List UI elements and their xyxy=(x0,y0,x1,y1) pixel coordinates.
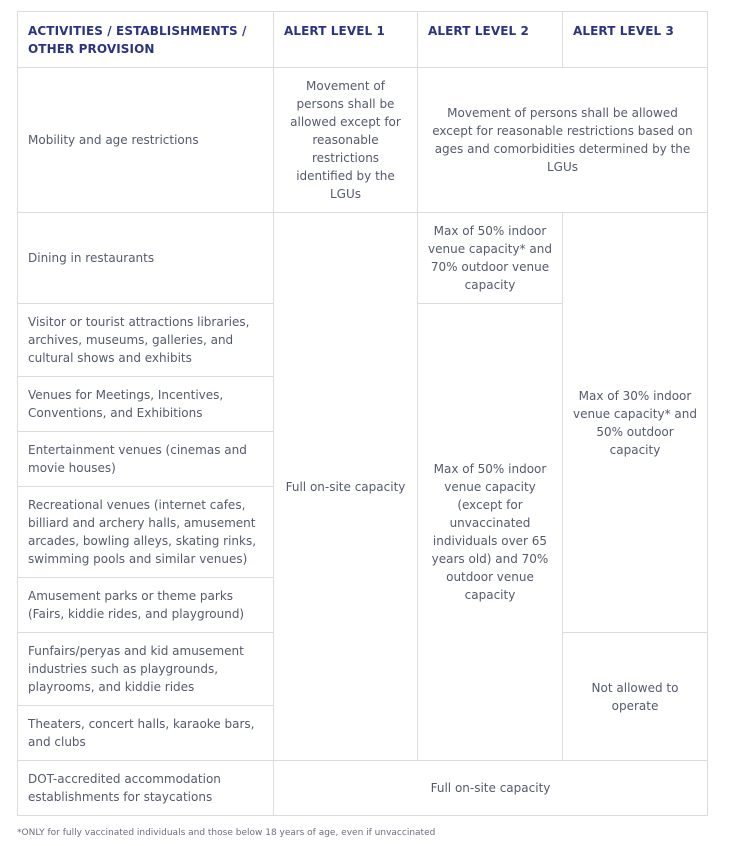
footnote: *ONLY for fully vaccinated individuals and those below 18 years of age, even if unvaccinated xyxy=(17,828,436,838)
header-row xyxy=(18,12,708,68)
row-label-funfairs: Funfairs/peryas and kid amusement industries such as playgrounds, playrooms, and kiddie rides xyxy=(18,633,274,706)
header-alert-level-2: ALERT LEVEL 2 xyxy=(418,12,563,68)
row-label-staycations: DOT-accredited accommodation establishments for staycations xyxy=(18,761,274,816)
table-row xyxy=(18,761,708,816)
table-row xyxy=(18,213,708,304)
cell-dining-level-2: Max of 50% indoor venue capacity* and 70% outdoor venue capacity xyxy=(418,213,563,304)
row-label-recreational: Recreational venues (internet cafes, billiard and archery halls, amusement arcades, bowling alleys, skating rinks, swimming pools and similar venues) xyxy=(18,487,274,578)
cell-mobility-level-1: Movement of persons shall be allowed except for reasonable restrictions identified by the LGUs xyxy=(274,68,418,213)
header-alert-level-1: ALERT LEVEL 1 xyxy=(274,12,418,68)
table-row xyxy=(18,68,708,213)
cell-mobility-level-2-3: Movement of persons shall be allowed except for reasonable restrictions based on ages and comorbidities determined by the LGUs xyxy=(418,68,708,213)
alert-level-table xyxy=(17,11,708,816)
header-activities: ACTIVITIES / ESTABLISHMENTS / OTHER PROVISION xyxy=(18,12,274,68)
row-label-theaters: Theaters, concert halls, karaoke bars, and clubs xyxy=(18,706,274,761)
cell-not-allowed-level-3: Not allowed to operate xyxy=(563,633,708,761)
row-label-mobility: Mobility and age restrictions xyxy=(18,68,274,213)
header-alert-level-3: ALERT LEVEL 3 xyxy=(563,12,708,68)
row-label-amusement-parks: Amusement parks or theme parks (Fairs, kiddie rides, and playground) xyxy=(18,578,274,633)
row-label-attractions: Visitor or tourist attractions libraries, archives, museums, galleries, and cultural shows and exhibits xyxy=(18,304,274,377)
cell-level-1-full-capacity: Full on-site capacity xyxy=(274,213,418,761)
row-label-dining: Dining in restaurants xyxy=(18,213,274,304)
row-label-mice-venues: Venues for Meetings, Incentives, Conventions, and Exhibitions xyxy=(18,377,274,432)
cell-venues-level-3: Max of 30% indoor venue capacity* and 50% outdoor capacity xyxy=(563,213,708,633)
cell-staycation-all-levels: Full on-site capacity xyxy=(274,761,708,816)
row-label-entertainment: Entertainment venues (cinemas and movie houses) xyxy=(18,432,274,487)
cell-venues-level-2: Max of 50% indoor venue capacity (except for unvaccinated individuals over 65 years old) and 70% outdoor venue capacity xyxy=(418,304,563,761)
